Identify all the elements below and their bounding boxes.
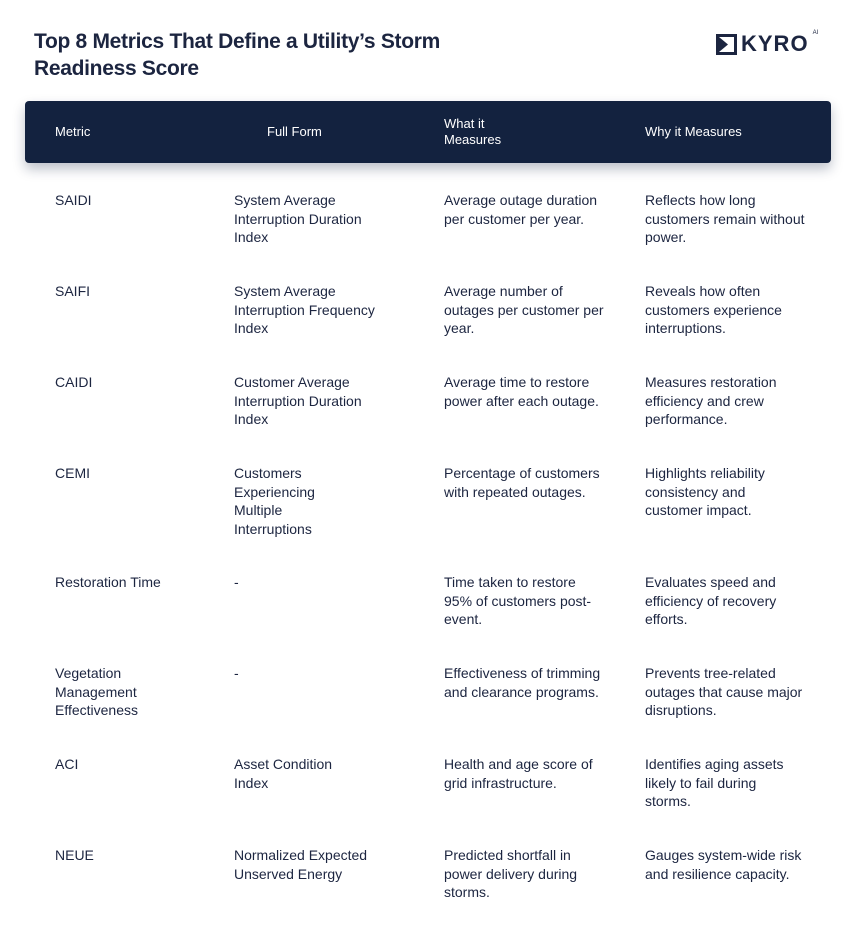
what-cell: Average time to restore power after each outage. [444, 374, 599, 409]
full-form-cell: Normalized Expected Unserved Energy [234, 847, 368, 882]
header-why-it-measures: Why it Measures [645, 124, 742, 139]
what-cell: Percentage of customers with repeated outages. [444, 465, 600, 500]
logo-superscript: AI [812, 30, 819, 36]
what-cell: Health and age score of grid infrastructure. [444, 756, 593, 791]
why-cell: Reveals how often customers experience interruptions. [645, 283, 782, 336]
page-title: Top 8 Metrics That Define a Utility’s Storm Readiness Score [34, 30, 441, 80]
metric-cell: NEUE [55, 847, 94, 863]
what-cell: Average outage duration per customer per year. [444, 192, 598, 227]
logo-wordmark: KYRO [741, 31, 809, 56]
why-cell: Gauges system-wide risk and resilience capacity. [645, 847, 802, 882]
what-cell: Effectiveness of trimming and clearance programs. [444, 665, 601, 700]
brand-logo [716, 32, 818, 56]
full-form-cell: Asset Condition Index [234, 756, 333, 791]
metric-cell: SAIDI [55, 192, 92, 208]
why-cell: Identifies aging assets likely to fail during storms. [645, 756, 784, 809]
kyro-logo-icon [716, 34, 737, 55]
why-cell: Evaluates speed and efficiency of recovery efforts. [645, 574, 777, 627]
full-form-cell: - [234, 574, 239, 590]
full-form-cell: Customers Experiencing Multiple Interruptions [234, 465, 315, 537]
header-what-it-measures: What it Measures [444, 116, 502, 147]
why-cell: Highlights reliability consistency and customer impact. [645, 465, 765, 518]
what-cell: Average number of outages per customer per year. [444, 283, 604, 336]
header-metric: Metric [55, 124, 91, 139]
what-cell: Predicted shortfall in power delivery during storms. [444, 847, 578, 900]
full-form-cell: Customer Average Interruption Duration Index [234, 374, 362, 427]
metric-cell: ACI [55, 756, 79, 772]
metric-cell: Restoration Time [55, 574, 161, 590]
header-full-form: Full Form [267, 124, 322, 139]
metric-cell: CAIDI [55, 374, 93, 390]
full-form-cell: - [234, 665, 239, 681]
metric-cell: CEMI [55, 465, 90, 481]
full-form-cell: System Average Interruption Duration Index [234, 192, 362, 245]
why-cell: Prevents tree-related outages that cause major disruptions. [645, 665, 803, 718]
table-header [25, 101, 831, 163]
metric-cell: Vegetation Management Effectiveness [55, 665, 139, 718]
full-form-cell: System Average Interruption Frequency Index [234, 283, 375, 336]
what-cell: Time taken to restore 95% of customers post-event. [444, 574, 592, 627]
metric-cell: SAIFI [55, 283, 91, 299]
why-cell: Reflects how long customers remain without power. [645, 192, 805, 245]
why-cell: Measures restoration efficiency and crew performance. [645, 374, 777, 427]
